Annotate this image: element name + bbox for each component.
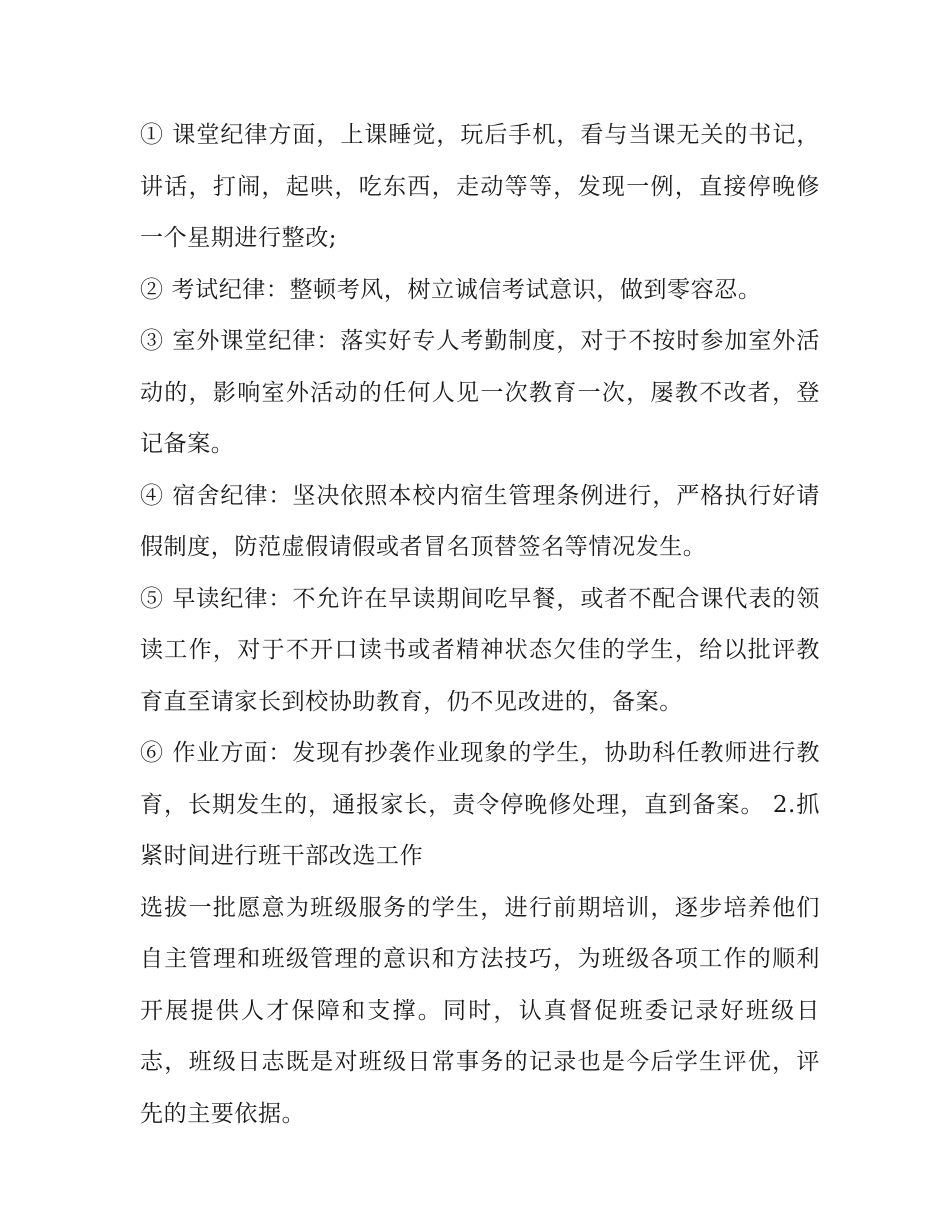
paragraph-morning-reading-discipline: ⑤ 早读纪律：不允许在早读期间吃早餐，或者不配合课代表的领读工作，对于不开口读书或者精神状态欠佳的学生，给以批评教育直至请家长到校协助教育，仍不见改进的，备案。 xyxy=(140,585,820,715)
paragraph-dormitory-discipline: ④ 宿舍纪律：坚决依照本校内宿生管理条例进行，严格执行好请假制度，防范虚假请假或者冒名顶替签名等情况发生。 xyxy=(140,482,820,560)
paragraph-class-committee: 选拔一批愿意为班级服务的学生，进行前期培训，逐步培养他们自主管理和班级管理的意识和方法技巧，为班级各项工作的顺利开展提供人才保障和支撑。同时，认真督促班委记录好班级日志，班级日志既是对班级日常事务的记录也是今后学生评优，评先的主要依据。 xyxy=(140,894,820,1127)
document-body xyxy=(140,110,820,1140)
paragraph-homework: ⑥ 作业方面：发现有抄袭作业现象的学生，协助科任教师进行教育，长期发生的，通报家长，责令停晚修处理，直到备案。 2.抓紧时间进行班干部改选工作 xyxy=(140,740,820,869)
paragraph-classroom-discipline: ① 课堂纪律方面，上课睡觉，玩后手机，看与当课无关的书记，讲话，打闹，起哄，吃东西，走动等等，发现一例，直接停晚修一个星期进行整改; xyxy=(140,122,820,251)
paragraph-exam-discipline: ② 考试纪律：整顿考风，树立诚信考试意识，做到零容忍。 xyxy=(140,276,762,303)
paragraph-outdoor-discipline: ③ 室外课堂纪律：落实好专人考勤制度，对于不按时参加室外活动的，影响室外活动的任何人见一次教育一次，屡教不改者，登记备案。 xyxy=(140,328,820,457)
